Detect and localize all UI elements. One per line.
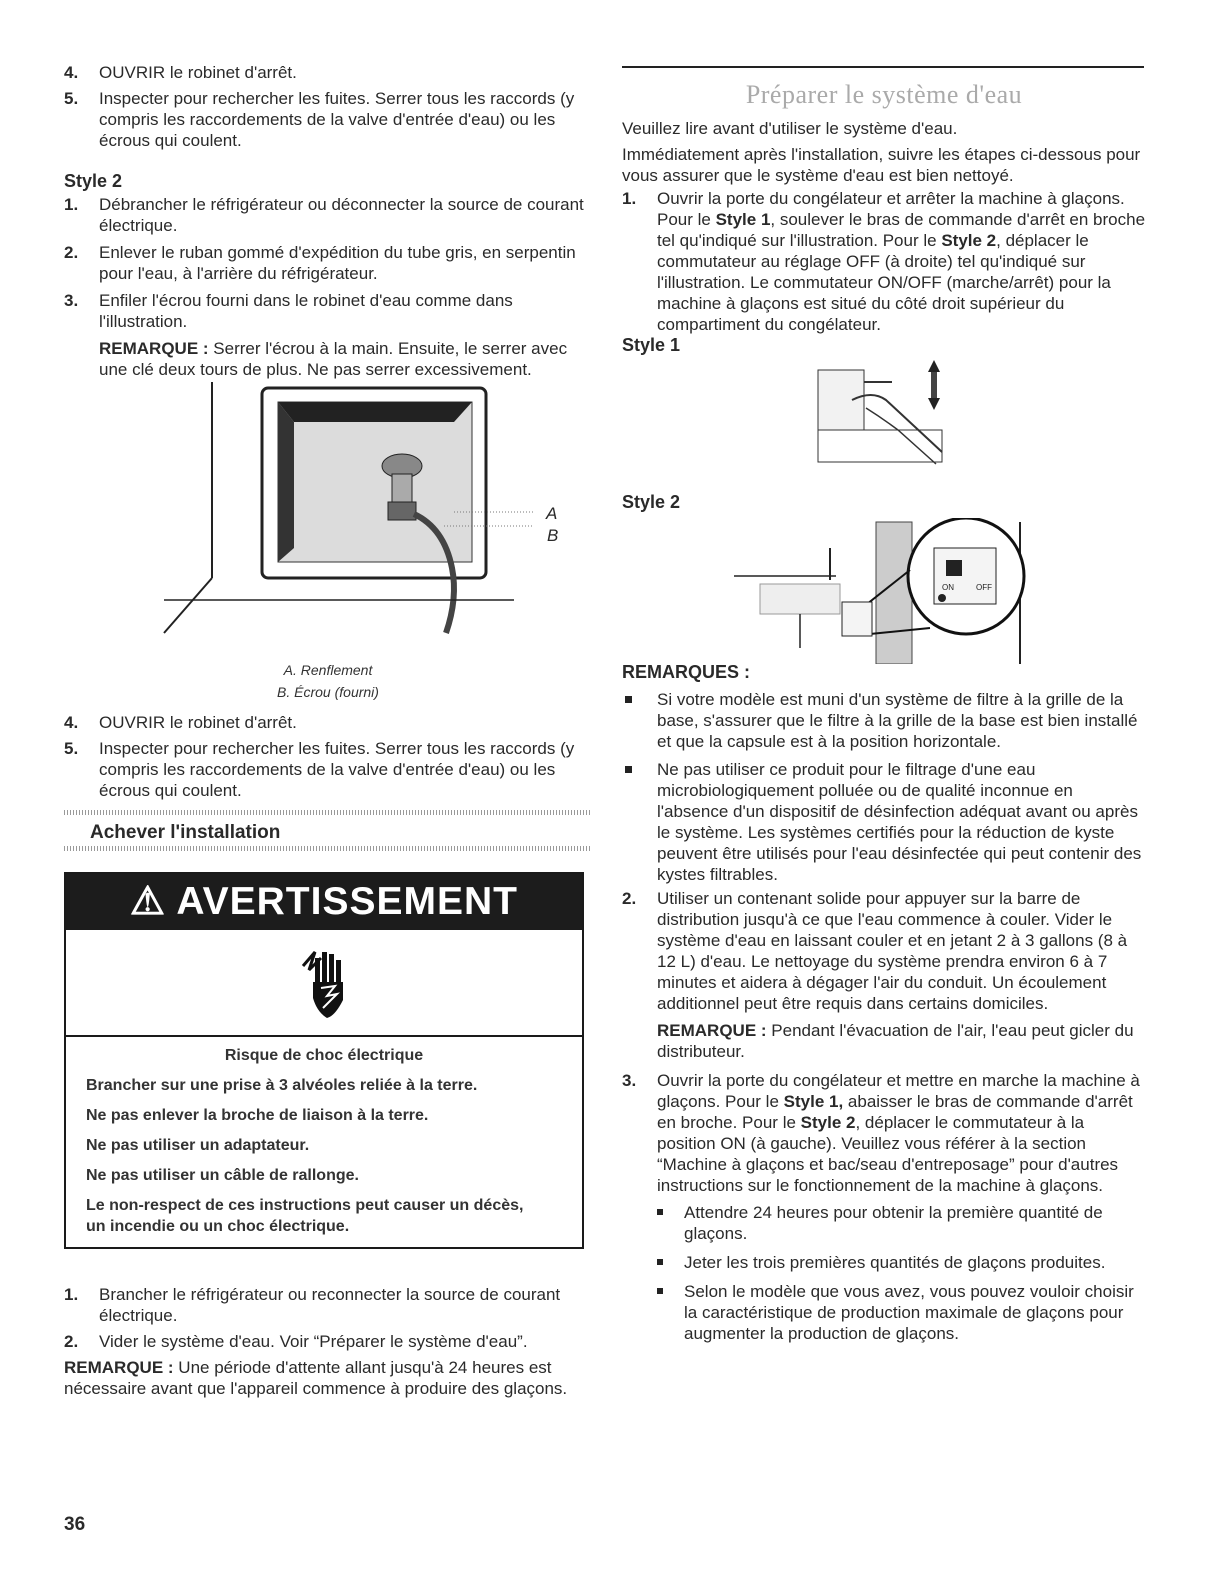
section-title: Préparer le système d'eau [745,80,1023,109]
list-item: Attendre 24 heures pour obtenir la première quantité de glaçons. [622,1202,1146,1244]
list-item: 5. Inspecter pour rechercher les fuites. Serrer tous les raccords (y compris les raccordements de la valve d'entrée d'eau) ou les écrous qui coulent. [64,739,575,800]
warning-line: Brancher sur une prise à 3 alvéoles reliée à la terre. [86,1077,478,1094]
list-item: 5. Inspecter pour rechercher les fuites. Serrer tous les raccords (y compris les raccordements de la valve d'entrée d'eau) ou les écrous qui coulent. [64,89,575,150]
warning-title: ⚠ AVERTISSEMENT [66,874,582,930]
list-item: 3. Enfiler l'écrou fourni dans le robinet d'eau comme dans l'illustration. [64,291,513,331]
page-number: 36 [64,1514,86,1535]
step-2: 2. Utiliser un contenant solide pour appuyer sur la barre de distribution jusqu'à ce que l'eau commence à couler. Vider le système d'eau en laissant couler et en jetant 2 à 3 gallons (8 à 12 L) d'eau. Le nettoyage du système prendra environ 6 à 7 minutes et aidera à dégager l'air du conduit. Un écoulement additionnel peut être requis dans certains domiciles. [622,889,1128,1013]
step-3: 3. Ouvrir la porte du congélateur et mettre en marche la machine à glaçons. Pour le Style 1, abaisser le bras de commande d'arrêt en broche. Pour le Style 2, déplacer le commutateur à la position ON (à gauche). Veuillez vous référer à la section “Machine à glaçons et bac/seau d'entreposage” pour d'autres instructions sur le fonctionnement de la machine à glaçons. [622,1071,1140,1195]
ice-maker-switch-illustration [730,518,1030,664]
valve-illustration [154,378,534,640]
switch-off-label: OFF [976,583,992,592]
list-item: 4. OUVRIR le robinet d'arrêt. [64,63,297,82]
list-item: 4. OUVRIR le robinet d'arrêt. [64,713,297,732]
style2-label: Style 2 [622,492,681,512]
intro-1: Veuillez lire avant d'utiliser le système d'eau. [622,119,958,138]
style2-heading: Style 2 [64,171,123,191]
caption-a: A. Renflement [283,662,373,678]
warning-line: Ne pas utiliser un adaptateur. [86,1137,310,1154]
remarques-heading: REMARQUES : [622,662,751,682]
warning-line: Ne pas utiliser un câble de rallonge. [86,1167,359,1184]
top-steps [64,62,592,151]
mid-steps [64,712,592,801]
section-heading: Achever l'installation [90,822,281,843]
remarques-list [622,689,1146,885]
list-item: Jeter les trois premières quantités de glaçons produites. [622,1252,1146,1273]
electric-shock-icon [66,930,582,1037]
divider [64,810,592,815]
warning-risk: Risque de choc électrique [224,1047,424,1064]
style1-label: Style 1 [622,335,681,355]
list-item: Ne pas utiliser ce produit pour le filtrage d'une eau microbiologiquement polluée ou de qualité inconnue en l'absence d'un dispositif de désinfection adéquat avant ou après le système. Les systèmes certifiés pour la réduction de kyste peuvent être utilisés pour l'eau désinfectée qui peut contenir des kystes filtrables. [622,759,1146,885]
step-1: 1. Ouvrir la porte du congélateur et arrêter la machine à glaçons. Pour le Style 1, soulever le bras de commande d'arrêt en broche tel qu'indiqué sur l'illustration. Pour le Style 2, déplacer le commutateur au réglage OFF (à droite) tel qu'indiqué sur l'illustration. Le commutateur ON/OFF (marche/arrêt) pour la machine à glaçons est situé du côté droit supérieur du compartiment du congélateur. [622,189,1146,334]
list-item: 1. Débrancher le réfrigérateur ou déconnecter la source de courant électrique. [64,195,584,235]
caption-b: B. Écrou (fourni) [277,684,379,700]
note: REMARQUE : Serrer l'écrou à la main. Ensuite, le serrer avec une clé deux tours de plus. Ne pas serrer excessivement. [99,339,568,379]
list-item: Selon le modèle que vous avez, vous pouvez vouloir choisir la caractéristique de production maximale de glaçons pour augmenter la production de glaçons. [622,1281,1146,1344]
list-item: Si votre modèle est muni d'un système de filtre à la grille de la base, s'assurer que le filtre à la grille de la base est bien installé et que la capsule est à la position horizontale. [622,689,1146,752]
warning-line: Ne pas enlever la broche de liaison à la terre. [86,1107,429,1124]
style2-steps [64,194,592,380]
list-item: 2. Vider le système d'eau. Voir “Préparer le système d'eau”. [64,1332,528,1351]
final-note: REMARQUE : Une période d'attente allant jusqu'à 24 heures est nécessaire avant que l'appareil commence à produire des glaçons. [64,1358,568,1398]
warning-box [64,872,584,1249]
step-2-note: REMARQUE : Pendant l'évacuation de l'air, l'eau peut gicler du distributeur. [657,1021,1134,1061]
label-b: B [547,526,559,545]
list-item: 2. Enlever le ruban gommé d'expédition du tube gris, en serpentin pour l'eau, à l'arrière du réfrigérateur. [64,243,576,283]
ice-maker-arm-illustration [812,360,952,470]
switch-on-label: ON [942,583,954,592]
final-steps [64,1284,592,1399]
top-rule [622,66,1144,68]
intro-2: Immédiatement après l'installation, suivre les étapes ci-dessous pour vous assurer que le système d'eau est bien nettoyé. [622,145,1141,185]
label-a: A [546,504,558,523]
divider [64,846,592,851]
steps-2-3 [622,888,1146,1344]
warning-body [66,1037,582,1247]
warning-line: Le non-respect de ces instructions peut causer un décès, un incendie ou un choc électrique. [86,1197,524,1235]
list-item: 1. Brancher le réfrigérateur ou reconnecter la source de courant électrique. [64,1285,561,1325]
